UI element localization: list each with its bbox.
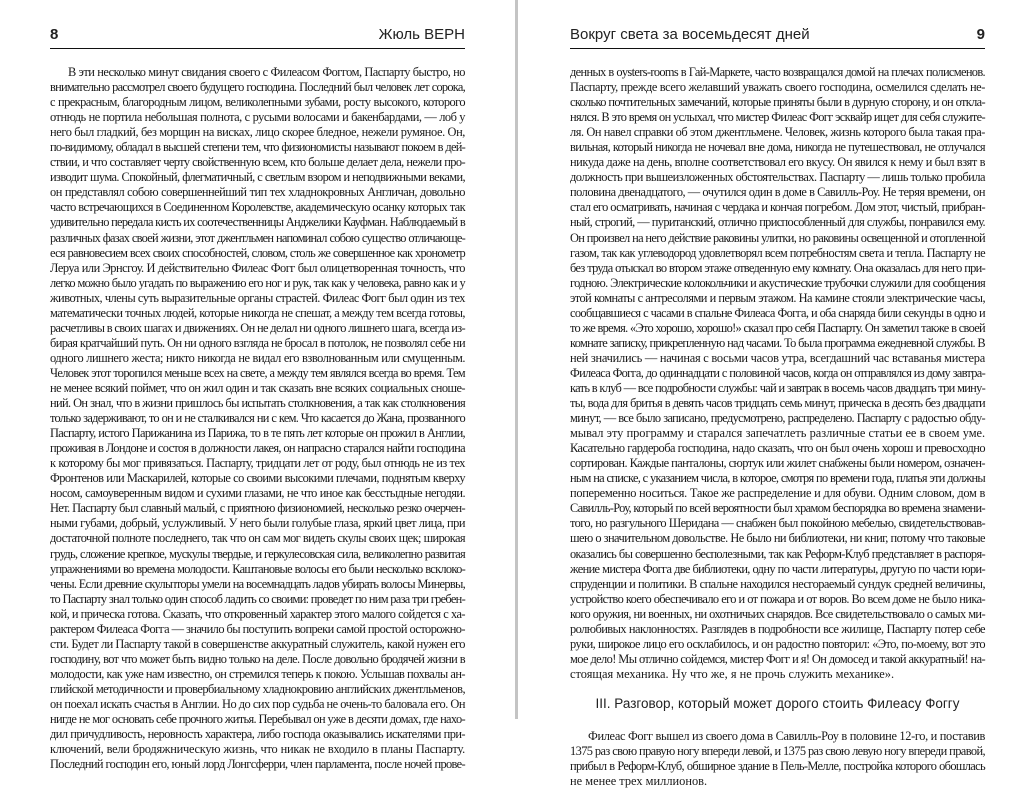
- text-line: денных в oysters-rooms в Гай-Маркете, часто возвращался домой на плечах полисменов.: [570, 65, 985, 79]
- text-line: одного лишнего жеста; никто никогда не видал его взволнованным или смущенным.: [50, 350, 465, 365]
- text-line: спруденции и политики. В спальне находился несгораемый сундук средней величины,: [570, 576, 985, 591]
- text-line: Касательно гардероба господина, надо сказать, что он был очень хорош и превосходно: [570, 441, 985, 456]
- text-line: грудь, сложение крепкое, мускулы твердые, и геркулесовская сила, великолепно развитая: [50, 546, 465, 561]
- text-line: мое дело! Мы отлично сойдемся, мистер Фогг и я! Он домосед и такой аккуратный! на-: [570, 651, 985, 666]
- right-page: [518, 0, 1025, 789]
- text-line: ными губами, добрый, услужливый. У него были голубые глаза, яркий цвет лица, при: [50, 516, 465, 531]
- text-line: изводит шума. Спокойный, флегматичный, с светлым взором и неподвижными веками,: [50, 170, 465, 185]
- page-number: 9: [976, 26, 985, 43]
- left-page: [0, 0, 515, 772]
- text-line: ты, вода для бритья в девять часов тридцать семь минут, прическа в десять без двадцати: [570, 396, 985, 411]
- text-line: сортирован. Каждые панталоны, сюртук или жилет снабжены были номером, означен-: [570, 456, 985, 471]
- text-line: вильная, который никогда не ночевал вне дома, никогда не путешествовал, не отлучался: [570, 140, 985, 155]
- text-line: стоящая механика. Ну что же, я не прочь служить механике».: [570, 666, 895, 681]
- text-line: математически точных людей, которые никогда не спешат, а между тем всегда готовы,: [50, 305, 465, 320]
- text-line: мывал эту программу и старался запечатлеть различные статьи ее в своем уме.: [570, 426, 985, 441]
- text-line: Фронтенов или Маскарилей, которые со своими высокими плечами, поднятым кверху: [50, 471, 465, 486]
- text-line: Последний господин его, юный лорд Лонгсферри, член парламента, после ночей прове-: [50, 757, 465, 772]
- text-line: ролюбивых наклонностях. Разглядев в подробности все жилище, Паспарту потер себе: [570, 621, 985, 636]
- text-line: еся равновесием всех своих способностей, словом, столь же совершенное как хронометр: [50, 245, 465, 260]
- text-line: никуда даже на день, вполне соответствовал его вкусу. Он явился к нему и был взят в: [570, 155, 985, 170]
- text-line: к которому бы мог привязаться. Паспарту, тридцати лет от роду, был отнюдь не из тех: [50, 456, 465, 471]
- text-line: он представлял собою совершеннейший тип тех хладнокровных Англичан, довольно: [50, 185, 465, 200]
- text-line: попеременно носиться. Такое же распределение и для обуви. Одним словом, дом в: [570, 486, 985, 501]
- text-line: проживая в Лондоне и состоя в должности лакея, он напрасно старался найти господина: [50, 441, 465, 456]
- text-line: рактером Филеаса Фогга — значило бы поступить вопреки самой простой осторожно-: [50, 621, 465, 636]
- text-line: не менее всякий поймет, что он жил один и так сказать вне всяких социальных сноше-: [50, 380, 465, 395]
- text-line: должность при вышеизложенных обстоятельствах. Паспарту — лишь только пробила: [570, 170, 985, 185]
- text-line: кого оружия, ни военных, ни охотничьих снарядов. Все свидетельствовало о самых ми-: [570, 606, 985, 621]
- text-line: шею о значительном довольстве. Не было ни библиотеки, ни книг, потому что таковые: [570, 531, 985, 546]
- text-line: сти. Будет ли Паспарту такой в совершенстве аккуратный служитель, какой нужен его: [50, 636, 465, 651]
- text-line: ля. Он навел справки об этом джентльмене. Человек, жизнь которого была такая пра-: [570, 125, 985, 140]
- text-line: годною. Электрические колокольчики и акустические трубочки служили для сообщения: [570, 275, 985, 290]
- page-number: 8: [50, 26, 59, 43]
- text-line: носом, самоуверенным видом и сухими глазами, не что иное как бесстыдные негодяи.: [50, 486, 465, 501]
- text-line: стал его осматривать, начиная с чердака и кончая погребом. Дом этот, чистый, прибран-: [570, 200, 985, 215]
- text-line: бирая кратчайший путь. Он ни одного взгляда не бросал в потолок, не позволял себе ни: [50, 335, 465, 350]
- text-line: Савилль-Роу, который по всей вероятности был храмом беспорядка во времена знамени-: [570, 501, 985, 516]
- text-line: половина двенадцатого, — очутился один в доме в Савилль-Роу. Не теряя времени, он: [570, 185, 985, 200]
- text-line: то же время. «Это хорошо, хорошо!» сказал про себя Паспарту. Он заметил также в своей: [570, 320, 985, 335]
- text-line: по-видимому, обладал в высшей степени тем, что физиономисты называют покоем в дей-: [50, 140, 465, 155]
- text-line: минут, — все было записано, предусмотрено, распределено. Паспарту с радостью обду-: [570, 411, 985, 426]
- text-line: чены. Если древние скульпторы умели на восемнадцать ладов убирать волосы Минервы,: [50, 576, 465, 591]
- text-line: внимательно рассмотрел своего будущего господина. Последний был человек лет сорока,: [50, 80, 465, 95]
- paragraph-block: [570, 65, 985, 682]
- text-line: упражнениями во времена молодости. Каштановые волосы его были несколько всклоко-: [50, 561, 465, 576]
- right-page-body: [570, 65, 985, 789]
- text-line: отнюдь не портила небольшая полнота, с русыми волосами и бакенбардами, — лоб у: [50, 110, 465, 125]
- text-line: нигде не мог основать себе прочного житья. Перебывал он уже в десяти домах, где нахо-: [50, 712, 465, 727]
- text-line: он поехал искать счастья в Англии. Но до сих пор судьба не очень-то баловала его. Он: [50, 696, 465, 711]
- text-line: кать в клуб — все подробности службы: чай и завтрак в восемь часов двадцать три мину-: [570, 380, 985, 395]
- text-line: различных фазах своей жизни, этот джентльмен напоминал собою существо отличающе-: [50, 230, 465, 245]
- text-line: ключений, вели бродяжническую жизнь, что никак не входило в планы Паспарту.: [50, 742, 465, 757]
- text-line: животных, члены суть выразительные органы страстей. Филеас Фогг был один из тех: [50, 290, 465, 305]
- text-line: дил причудливость, неровность характера, либо господа оказывались искателями при-: [50, 727, 465, 742]
- running-title: Вокруг света за восемьдесят дней: [570, 26, 810, 43]
- text-line: Паспарту, прежде всего желавший уважать своего господина, осмелился сделать не-: [570, 80, 985, 95]
- text-line: достаточной полноте последнего, так что он сам мог видеть скулы своих щек; широкая: [50, 531, 465, 546]
- text-line: Леруа или Эрнсгоу. И действительно Филеас Фогг был олицетворенная точность, что: [50, 260, 465, 275]
- text-line: того, но разгульного Шеридана — снабжен был покойною мебелью, свидетельствовав-: [570, 516, 985, 531]
- text-line: прибыл в Реформ-Клуб, обширное здание в Пель-Мелле, постройка которого обошлась: [570, 759, 985, 774]
- text-line: сколько почтительных замечаний, которые приняты были в дурную сторону, и он откла-: [570, 95, 985, 110]
- text-line: ний. Он знал, что в жизни пришлось бы испытать столкновения, а так как столкновения: [50, 396, 465, 411]
- text-line: руки, широкое лицо его осклабилось, и он радостно повторил: «Это, по-моему, вот это: [570, 636, 985, 651]
- text-line: господину, вот что может быть видно только на деле. После довольно бродячей жизни в: [50, 651, 465, 666]
- text-line: ный, строгий, — пуританский, отлично приспособленный для службы, понравился ему.: [570, 215, 985, 230]
- chapter-paragraph: [570, 729, 985, 789]
- text-line: него был гладкий, без морщин на висках, лицо скорее бледное, нежели румяное. Он,: [50, 125, 465, 140]
- text-line: Человек этот торопился меньше всех на свете, а между тем являлся всегда во время. Тем: [50, 365, 465, 380]
- text-line: только задерживают, то он и не сталкивался ни с кем. Что касается до Жана, прозванного: [50, 411, 465, 426]
- chapter-heading: III. Разговор, который может дорого стоить Филеасу Фоггу: [595, 695, 960, 711]
- text-line: газом, так как углеводород удовлетворял всем потребностям света и тепла. Паспарту не: [570, 245, 985, 260]
- text-line: Филеас Фогг вышел из своего дома в Савилль-Роу в половине 12-го, и поставив: [588, 728, 985, 743]
- text-line: 1375 раз свою правую ногу впереди левой, и 1375 раз свою левую ногу впереди правой,: [570, 744, 985, 759]
- text-line: В эти несколько минут свидания своего с Филеасом Фоггом, Паспарту быстро, но: [68, 65, 465, 79]
- text-line: удивительно передала кисть их соотечественницы Анджелики Кауфман. Наблюдаемый в: [50, 215, 465, 230]
- text-line: без труда отыскал во втором этаже отведенную ему комнату. Она оказалась для него при-: [570, 260, 985, 275]
- text-line: устройство коего обеспечивало его и от пожара и от воров. Во всем доме не было ника-: [570, 591, 985, 606]
- left-page-body: [50, 65, 465, 772]
- text-line: расчетливы в своих шагах и движениях. Он не делал ни одного лишнего шага, всегда из-: [50, 320, 465, 335]
- text-line: легко можно было угадать по выражению его ног и рук, так как у человека, равно как и у: [50, 275, 465, 290]
- text-line: то Паспарту знал только один способ ладить со своими: проведет по ним раза три гребен-: [50, 591, 465, 606]
- left-page-header: [50, 22, 465, 49]
- text-line: не менее трех миллионов.: [570, 774, 708, 789]
- text-line: Нет. Паспарту был славный малый, с приятною физиономией, несколько резко очерчен-: [50, 501, 465, 516]
- text-line: нялся. В это время он услыхал, что мистер Филеас Фогг эсквайр ищет для себя служите-: [570, 110, 985, 125]
- text-line: этой комнаты с антресолями и первым этажом. На камине стояли электрические часы,: [570, 290, 985, 305]
- text-line: Филеаса Фогга, до одиннадцати с половиной часов, когда он отправлялся из дому завтра-: [570, 365, 985, 380]
- text-line: ней значились — начиная с восьми часов утра, всегдашний час вставанья мистера: [570, 350, 985, 365]
- text-line: сообщавшиеся с часами в спальне Филеаса Фогга, и оба снаряда били секунды в одно и: [570, 305, 985, 320]
- right-page-header: [570, 22, 985, 49]
- text-line: Он произвел на него действие раковины улитки, но раковины освещенной и отопленной: [570, 230, 985, 245]
- text-line: оказались бы совершенно бесполезными, так как Реформ-Клуб представляет в распоря-: [570, 546, 985, 561]
- text-line: глийской методичности и провербиальному хладнокровию английских джентльменов,: [50, 681, 465, 696]
- text-line: комнате записку, прикрепленную над часами. То была программа ежедневной службы. В: [570, 335, 985, 350]
- text-line: часто встречающихся в Соединенном Королевстве, академическую осанку которых так: [50, 200, 465, 215]
- text-line: Паспарту, истого Парижанина из Парижа, то в те пять лет которые он прожил в Англии,: [50, 426, 465, 441]
- text-line: ствии, и что составляет черту свойственную всем, кто больше делает дела, нежели про-: [50, 155, 465, 170]
- text-line: молодости, как уже нам известно, он стремился теперь к покою. Услышав похвалы ан-: [50, 666, 465, 681]
- text-line: жение мистера Фогга две библиотеки, одну по части литературы, другую по части юри-: [570, 561, 985, 576]
- text-line: с прекрасным, благородным лицом, великолепными зубами, росту высокого, которого: [50, 95, 465, 110]
- text-line: кой, и прическа готова. Сказать, что откровенный характер этого малого сойдется с ха-: [50, 606, 465, 621]
- text-line: ным на списке, с указанием числа, в которое, смотря по времени года, платья эти должны: [570, 471, 985, 486]
- running-title: Жюль ВЕРН: [378, 26, 465, 43]
